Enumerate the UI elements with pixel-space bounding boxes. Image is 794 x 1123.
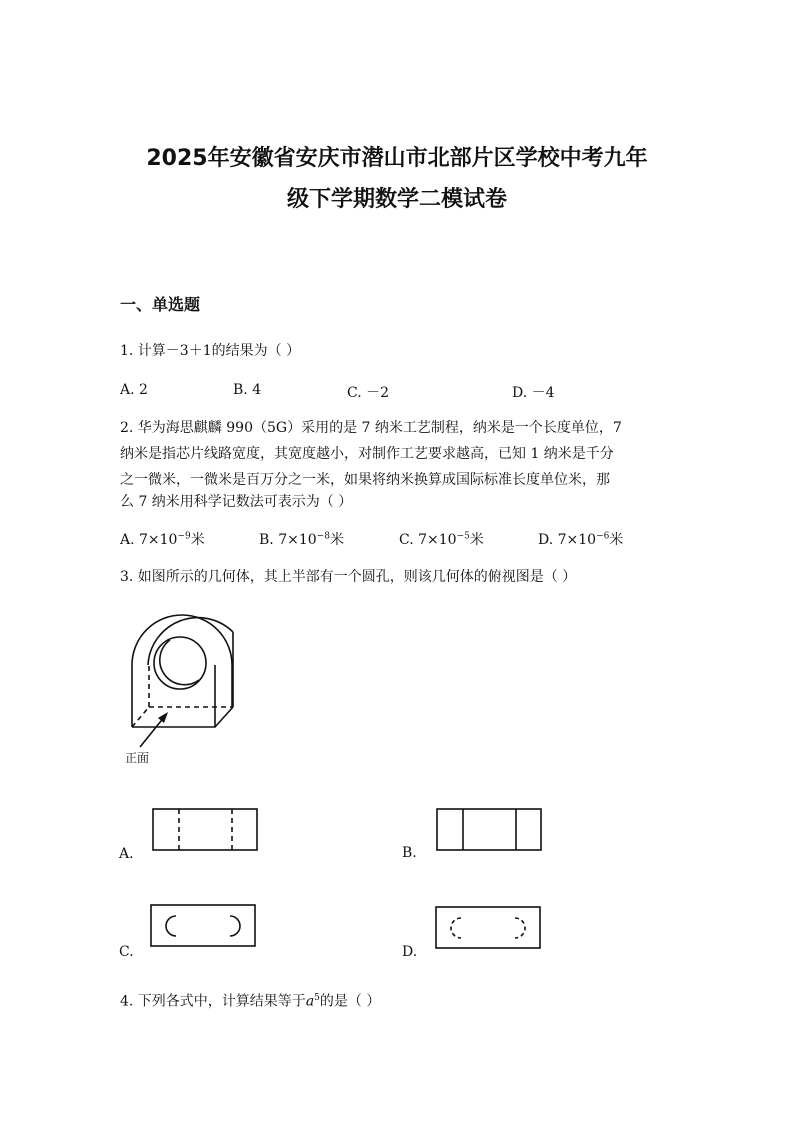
q2-option-c-exp: −5	[456, 531, 470, 542]
q3-option-d-figure[interactable]	[435, 906, 541, 950]
q2-option-a[interactable]	[120, 529, 205, 549]
question-2-line-4: 么 7 纳米用科学记数法可表示为（ ）	[120, 494, 353, 510]
q4-var: a	[305, 993, 315, 1010]
q1-option-b[interactable]: B. 4	[233, 382, 262, 398]
q2-option-c-base: 7×10	[418, 532, 457, 548]
q2-option-d-base: 7×10	[557, 532, 597, 548]
q2-option-d-unit: 米	[609, 532, 624, 548]
section-heading: 一、单选题	[120, 295, 201, 314]
q2-option-c-label: C.	[399, 532, 414, 548]
q1-option-d[interactable]: D. －4	[512, 385, 555, 401]
q3-option-c-figure[interactable]	[150, 904, 256, 948]
back-face-arch	[148, 618, 233, 665]
q3-option-d-label: D.	[402, 944, 418, 960]
front-view-label: 正面	[125, 751, 150, 765]
q4-exp: 5	[314, 993, 320, 1003]
question-1-stem: 1. 计算－3＋1的结果为（ ）	[120, 343, 301, 359]
q3-option-a-label: A.	[119, 846, 134, 862]
q1-option-a[interactable]: A. 2	[120, 382, 148, 398]
q2-option-d-exp: −6	[596, 531, 610, 542]
q2-option-c[interactable]	[399, 529, 484, 549]
q2-option-b-unit: 米	[329, 532, 344, 548]
q4-text-before: 4. 下列各式中，计算结果等于	[120, 993, 306, 1010]
q4-text-after: 的是（ ）	[319, 993, 381, 1010]
solid-with-hole-figure	[115, 600, 245, 770]
q3-option-b-figure[interactable]	[436, 808, 542, 852]
q3-option-c-label: C.	[119, 944, 134, 960]
q2-option-c-unit: 米	[469, 532, 484, 548]
q2-option-d[interactable]	[538, 529, 623, 549]
question-2-line-2: 纳米是指芯片线路宽度，其宽度越小，对制作工艺要求越高，已知 1 纳米是千分	[120, 446, 614, 462]
exam-title-line-1: 2025年安徽省安庆市潜山市北部片区学校中考九年	[146, 146, 648, 171]
q2-option-a-base: 7×10	[139, 532, 178, 548]
q3-option-b-label: B.	[402, 845, 417, 861]
exam-title-line-2: 级下学期数学二模试卷	[286, 187, 507, 212]
q3-option-a-figure[interactable]	[152, 808, 258, 852]
q2-option-d-label: D.	[538, 532, 554, 548]
question-4-stem	[120, 984, 680, 1016]
front-arrow-head	[158, 712, 168, 723]
q2-option-b[interactable]	[259, 529, 344, 549]
question-2-line-3: 之一微米，一微米是百万分之一米，如果将纳米换算成国际标准长度单位米，那	[120, 472, 610, 488]
question-3-stem: 3. 如图所示的几何体，其上半部有一个圆孔，则该几何体的俯视图是（ ）	[120, 569, 577, 585]
q2-option-a-exp: −9	[177, 531, 191, 542]
q2-option-b-label: B.	[259, 532, 274, 548]
q2-option-b-base: 7×10	[278, 532, 317, 548]
q2-option-b-exp: −8	[316, 531, 330, 542]
q2-option-a-unit: 米	[190, 532, 205, 548]
q1-option-c[interactable]: C. －2	[347, 385, 390, 401]
q2-option-a-label: A.	[120, 532, 135, 548]
question-2-line-1: 2. 华为海思麒麟 990（5G）采用的是 7 纳米工艺制程，纳米是一个长度单位，7	[120, 420, 622, 436]
